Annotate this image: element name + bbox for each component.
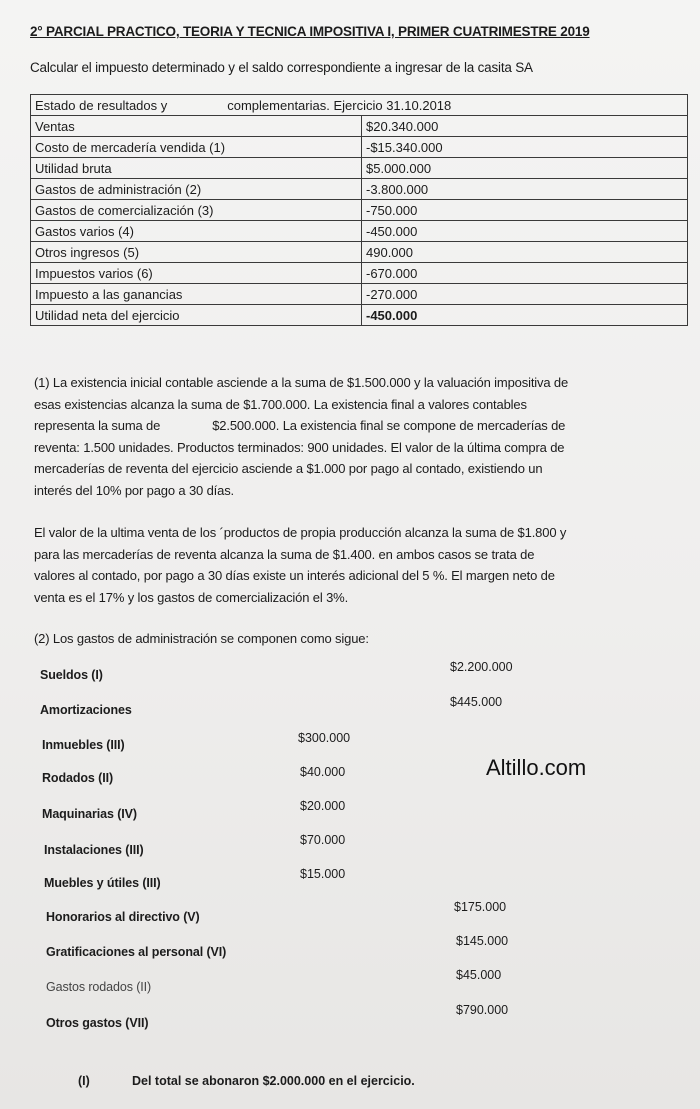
- admin-item-amount: $45.000: [456, 968, 502, 982]
- admin-item-label: Honorarios al directivo (V): [46, 910, 200, 924]
- paragraph-ventas: [34, 522, 684, 608]
- row-value: -270.000: [362, 284, 688, 305]
- table-row: [31, 263, 688, 284]
- table-header-row: [31, 95, 688, 116]
- admin-item-label: Instalaciones (III): [44, 843, 144, 857]
- admin-item-amount: $445.000: [450, 695, 503, 709]
- row-value: -450.000: [362, 221, 688, 242]
- paragraph-line-rest: $2.500.000. La existencia final se compone de mercaderías de: [212, 418, 566, 434]
- admin-expenses-intro: [34, 628, 684, 650]
- row-value: 490.000: [362, 242, 688, 263]
- paragraph-line: mercaderías de reventa del ejercicio asciende a $1.000 por pago al contado, existiendo un: [34, 461, 543, 477]
- table-row: [31, 116, 688, 137]
- admin-item-label: Amortizaciones: [40, 703, 132, 717]
- row-value: -$15.340.000: [362, 137, 688, 158]
- admin-item-label: Muebles y útiles (III): [44, 876, 161, 890]
- row-label: Gastos varios (4): [31, 221, 362, 242]
- row-label: Costo de mercadería vendida (1): [31, 137, 362, 158]
- table-row: [31, 137, 688, 158]
- row-value: -670.000: [362, 263, 688, 284]
- row-value: -3.800.000: [362, 179, 688, 200]
- table-row: [31, 305, 688, 326]
- admin-item-amount: $175.000: [454, 900, 507, 914]
- watermark-text: Altillo.com: [486, 755, 587, 780]
- admin-item-amount: $40.000: [300, 765, 346, 779]
- table-row: [31, 284, 688, 305]
- table-header-left: Estado de resultados y: [35, 97, 168, 113]
- row-value: -750.000: [362, 200, 688, 221]
- table-row: [31, 179, 688, 200]
- paragraph-line-prefix: representa la suma de: [34, 418, 161, 434]
- paragraph-line: El valor de la ultima venta de los ´productos de propia producción alcanza la suma de $1.800 y: [34, 525, 567, 540]
- admin-item-label: Sueldos (I): [40, 668, 103, 682]
- table-row: [31, 221, 688, 242]
- table-row: [31, 200, 688, 221]
- table-header-right: complementarias. Ejercicio 31.10.2018: [227, 97, 452, 113]
- table-header-cell: [31, 95, 688, 116]
- admin-item-amount: $145.000: [456, 934, 509, 948]
- row-label: Impuesto a las ganancias: [31, 284, 362, 305]
- paragraph-line: venta es el 17% y los gastos de comercialización el 3%.: [34, 589, 349, 605]
- footnote-text: Del total se abonaron $2.000.000 en el ejercicio.: [132, 1074, 415, 1088]
- paragraph-line: esas existencias alcanza la suma de $1.700.000. La existencia final a valores contables: [34, 396, 527, 412]
- admin-item-label: Otros gastos (VII): [46, 1016, 149, 1030]
- paragraph-line: para las mercaderías de reventa alcanza la suma de $1.400. en ambos casos se trata de: [34, 546, 535, 562]
- admin-item-label: Rodados (II): [42, 771, 114, 785]
- income-statement-table: [30, 94, 688, 326]
- paragraph-line: interés del 10% por pago a 30 días.: [34, 482, 235, 498]
- row-label: Utilidad bruta: [31, 158, 362, 179]
- row-value: $5.000.000: [362, 158, 688, 179]
- paragraph-line: [34, 415, 684, 437]
- paragraph-line: valores al contado, por pago a 30 días existe un interés adicional del 5 %. El margen neto de: [34, 568, 555, 584]
- admin-item-amount: $300.000: [298, 731, 351, 745]
- row-value: $20.340.000: [362, 116, 688, 137]
- row-label: Otros ingresos (5): [31, 242, 362, 263]
- row-label: Utilidad neta del ejercicio: [31, 305, 362, 326]
- admin-item-label: Inmuebles (III): [42, 738, 125, 752]
- admin-item-amount: $70.000: [300, 833, 346, 847]
- table-row: [31, 242, 688, 263]
- admin-item-amount: $2.200.000: [450, 660, 513, 674]
- admin-item-label: Gastos rodados (II): [46, 980, 152, 994]
- paragraph-line: reventa: 1.500 unidades. Productos terminados: 900 unidades. El valor de la última compra de: [34, 439, 565, 455]
- document-subtitle: Calcular el impuesto determinado y el saldo correspondiente a ingresar de la casita SA: [30, 60, 533, 75]
- admin-item-amount: $20.000: [300, 799, 346, 813]
- admin-item-amount: $790.000: [456, 1003, 509, 1017]
- admin-item-label: Gratificaciones al personal (VI): [46, 945, 227, 959]
- row-label: Gastos de administración (2): [31, 179, 362, 200]
- table-row: [31, 158, 688, 179]
- admin-item-label: Maquinarias (IV): [42, 807, 137, 821]
- paragraph-line: (2) Los gastos de administración se componen como sigue:: [34, 631, 369, 646]
- row-value: -450.000: [362, 305, 688, 326]
- row-label: Ventas: [31, 116, 362, 137]
- document-title: 2° PARCIAL PRACTICO, TEORIA Y TECNICA IMPOSITIVA I, PRIMER CUATRIMESTRE 2019: [30, 24, 590, 39]
- footnote-number: (I): [78, 1074, 90, 1088]
- paragraph-existencias: [34, 372, 684, 502]
- row-label: Gastos de comercialización (3): [31, 200, 362, 221]
- paragraph-line: (1) La existencia inicial contable asciende a la suma de $1.500.000 y la valuación impositiva de: [34, 375, 569, 390]
- admin-item-amount: $15.000: [300, 867, 346, 881]
- row-label: Impuestos varios (6): [31, 263, 362, 284]
